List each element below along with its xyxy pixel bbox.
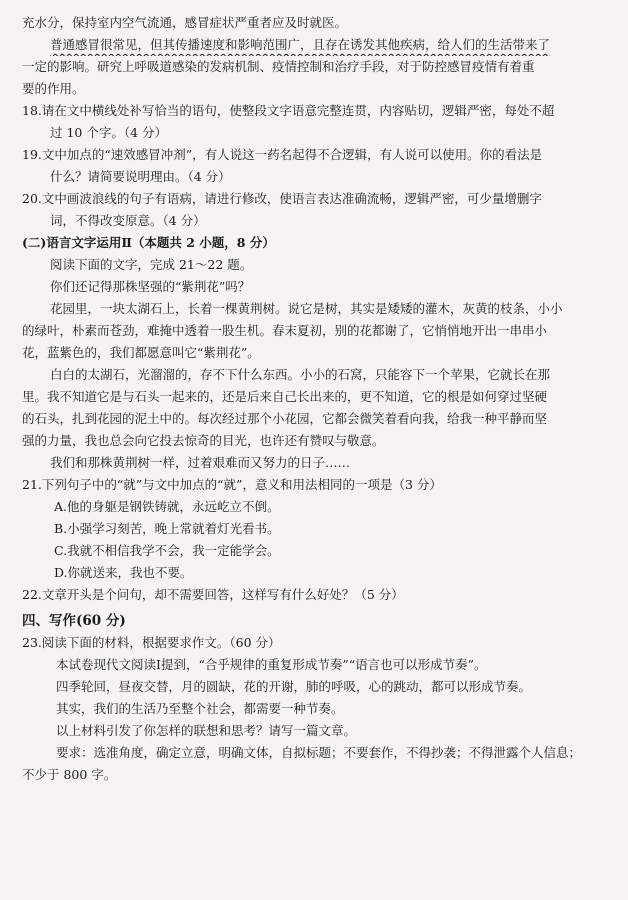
- passage-b-p2: 花，蓝紫色的，我们都愿意叫它“紫荆花”。: [22, 345, 260, 360]
- passage-a-wavy-sentence: [22, 34, 610, 56]
- writing-requirements: 要求：选准角度，确定立意，明确文体，自拟标题；不要套作，不得抄袭；不得泄露个人信息；: [56, 745, 582, 760]
- question-22: 22.文章开头是个问句，却不需要回答，这样写有什么好处？（5 分）: [22, 587, 404, 602]
- section-4-heading: 四、写作(60 分): [22, 613, 126, 629]
- question-19: 19.文中加点的“速效感冒冲剂”，有人说这一药名起得不合逻辑，有人说可以使用。你的看法是: [22, 147, 543, 162]
- question-20: 20.文中画波浪线的句子有语病，请进行修改，使语言表达准确流畅，逻辑严密，可少量增删字: [22, 191, 542, 206]
- material-line: 四季轮回，昼夜交替，月的圆缺，花的开谢，肺的呼吸，心的跳动，都可以形成节奏。: [56, 679, 532, 694]
- question-23: 23.阅读下面的材料，根据要求作文。（60 分）: [22, 635, 281, 650]
- material-line: 本试卷现代文阅读Ⅰ提到，“合乎规律的重复形成节奏”“语言也可以形成节奏”。: [56, 657, 487, 672]
- passage-b-p3: 里。我不知道它是与石头一起来的，还是后来自己长出来的，更不知道，它的根是如何穿过坚硬: [22, 389, 548, 404]
- option-b: B.小强学习刻苦，晚上常就着灯光看书。: [54, 521, 280, 536]
- passage-b-p3: 强的力量，我也总会向它投去惊奇的目光，也许还有赞叹与敬意。: [22, 433, 385, 448]
- passage-b-p3: 白白的太湖石，光溜溜的，存不下什么东西。小小的石窝，只能容下一个苹果，它就长在那: [50, 367, 551, 382]
- option-a: A.他的身躯是钢铁铸就，永远屹立不倒。: [54, 499, 280, 514]
- question-20-cont: 词，不得改变原意。（4 分）: [50, 213, 206, 228]
- wavy-underlined-sentence: 普通感冒很常见，但其传播速度和影响范围广，且存在诱发其他疾病，给人们的生活带来了: [50, 37, 551, 52]
- material-line: 其实，我们的生活乃至整个社会，都需要一种节奏。: [56, 701, 344, 716]
- question-19-cont: 什么？请简要说明理由。（4 分）: [50, 169, 231, 184]
- writing-requirements-cont: 不少于 800 字。: [22, 767, 117, 782]
- material-line: 以上材料引发了你怎样的联想和思考？请写一篇文章。: [56, 723, 357, 738]
- reading-instructions: 阅读下面的文字，完成 21～22 题。: [50, 257, 253, 272]
- question-18-cont: 过 10 个字。（4 分）: [50, 125, 168, 140]
- passage-b-p1: 你们还记得那株坚强的“紫荆花”吗？: [50, 279, 251, 294]
- passage-a-line: 一定的影响。研究上呼吸道感染的发病机制、疫情控制和治疗手段，对于防控感冒疫情有着重: [22, 59, 535, 74]
- question-18: 18.请在文中横线处补写恰当的语句，使整段文字语意完整连贯，内容贴切，逻辑严密，每处不超: [22, 103, 555, 118]
- passage-a-line: 充水分，保持室内空气流通，感冒症状严重者应及时就医。: [22, 15, 348, 30]
- question-21: 21.下列句子中的“就”与文中加点的“就”，意义和用法相同的一项是（3 分）: [22, 477, 442, 492]
- section-2-heading: (二)语言文字运用Ⅱ（本题共 2 小题，8 分）: [22, 235, 275, 250]
- option-d: D.你就送来，我也不要。: [54, 565, 193, 580]
- passage-b-p4: 我们和那株黄荆树一样，过着艰难而又努力的日子……: [50, 455, 351, 470]
- option-c: C.我就不相信我学不会，我一定能学会。: [54, 543, 280, 558]
- passage-b-p2: 花园里，一块太湖石上，长着一棵黄荆树。说它是树，其实是矮矮的灌木，灰黄的枝条，小小: [50, 301, 563, 316]
- passage-b-p3: 的石头，扎到花园的泥土中的。每次经过那个小花园，它都会微笑着看向我，给我一种平静而坚: [22, 411, 548, 426]
- passage-a-line: 要的作用。: [22, 81, 85, 96]
- passage-b-p2: 的绿叶，朴素而苍劲，难掩中透着一股生机。春末夏初，别的花都谢了，它悄悄地开出一串串小: [22, 323, 548, 338]
